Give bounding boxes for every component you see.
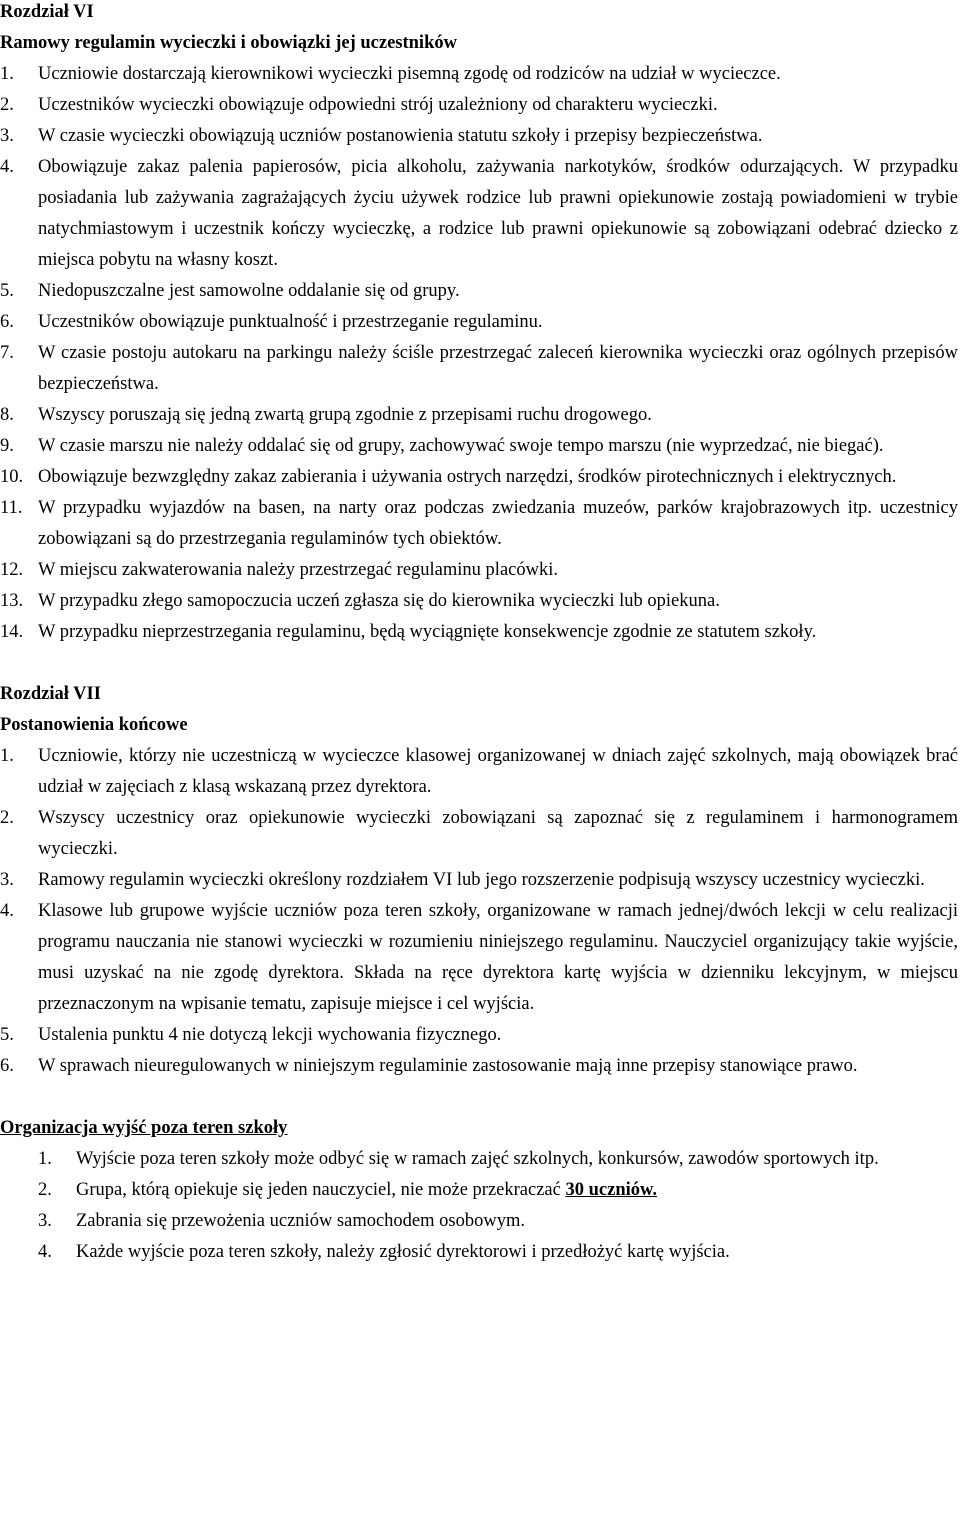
chapter-6-list — [0, 59, 958, 648]
list-item — [0, 865, 958, 896]
list-item — [0, 121, 958, 152]
list-item — [0, 1051, 958, 1082]
item-number: 12. — [0, 560, 24, 580]
list-item — [0, 59, 958, 90]
item-number: 6. — [0, 312, 14, 332]
item-text: W miejscu zakwaterowania należy przestrzegać regulaminu placówki. — [38, 560, 558, 580]
chapter-7-heading: Rozdział VII — [0, 684, 101, 704]
item-number: 13. — [0, 591, 24, 611]
item-text: Uczniowie, którzy nie uczestniczą w wycieczce klasowej organizowanej w dniach zajęć szkolnych, mają obowiązek brać udział w zajęciach z klasą wskazaną przez dyrektora. — [38, 746, 958, 797]
list-item — [0, 803, 958, 865]
item-text: Każde wyjście poza teren szkoły, należy zgłosić dyrektorowi i przedłożyć kartę wyjścia. — [76, 1242, 730, 1262]
item-number: 4. — [0, 901, 14, 921]
item-number: 5. — [0, 1025, 14, 1045]
item-number: 4. — [0, 157, 14, 177]
item-text: Wszyscy uczestnicy oraz opiekunowie wycieczki zobowiązani są zapoznać się z regulaminem i harmonogramem wycieczki. — [38, 808, 958, 859]
item-text: Obowiązuje bezwzględny zakaz zabierania i używania ostrych narzędzi, środków pirotechnicznych i elektrycznych. — [38, 467, 897, 487]
outings-heading: Organizacja wyjść poza teren szkoły — [0, 1118, 288, 1138]
item-text: Klasowe lub grupowe wyjście uczniów poza teren szkoły, organizowane w ramach jednej/dwóch lekcji w celu realizacji programu nauczania nie stanowi wycieczki w rozumieniu niniejszego regulaminu. Nauczyciel organizujący takie wyjście, musi uzyskać na nie zgodę dyrektora. Składa na ręce dyrektora kartę wyjścia w dzienniku lekcyjnym, w miejscu przeznaczonym na wpisanie tematu, zapisuje miejsce i cel wyjścia. — [38, 901, 958, 1014]
item-number: 3. — [38, 1211, 52, 1231]
list-item — [0, 152, 958, 276]
item-text: Wszyscy poruszają się jedną zwartą grupą zgodnie z przepisami ruchu drogowego. — [38, 405, 652, 425]
section-spacer — [0, 1082, 958, 1113]
item-number: 7. — [0, 343, 14, 363]
item-number: 11. — [0, 498, 23, 518]
item-text: W czasie marszu nie należy oddalać się od grupy, zachowywać swoje tempo marszu (nie wyprzedzać, nie biegać). — [38, 436, 884, 456]
item-number: 1. — [38, 1149, 52, 1169]
list-item — [0, 400, 958, 431]
list-item — [0, 741, 958, 803]
chapter-7-subheading: Postanowienia końcowe — [0, 715, 188, 735]
outings-list — [0, 1144, 958, 1268]
item-text: Wyjście poza teren szkoły może odbyć się w ramach zajęć szkolnych, konkursów, zawodów sportowych itp. — [76, 1149, 879, 1169]
item-text: W przypadku wyjazdów na basen, na narty oraz podczas zwiedzania muzeów, parków krajobrazowych itp. uczestnicy zobowiązani są do przestrzegania regulaminów tych obiektów. — [38, 498, 958, 549]
list-item — [0, 462, 958, 493]
list-item — [0, 896, 958, 1020]
item-text: W przypadku nieprzestrzegania regulaminu, będą wyciągnięte konsekwencje zgodnie ze statutem szkoły. — [38, 622, 817, 642]
item-text: Uczestników obowiązuje punktualność i przestrzeganie regulaminu. — [38, 312, 543, 332]
outings-section — [0, 1113, 958, 1268]
item-number: 3. — [0, 126, 14, 146]
item-number: 1. — [0, 64, 14, 84]
item-number: 5. — [0, 281, 14, 301]
list-item — [0, 90, 958, 121]
chapter-6-heading: Rozdział VI — [0, 2, 94, 22]
list-item — [0, 617, 958, 648]
chapter-7 — [0, 679, 958, 1082]
item-text: Zabrania się przewożenia uczniów samochodem osobowym. — [76, 1211, 525, 1231]
list-item — [0, 555, 958, 586]
item-number: 4. — [38, 1242, 52, 1262]
item-text: Uczniowie dostarczają kierownikowi wycieczki pisemną zgodę od rodziców na udział w wycieczce. — [38, 64, 781, 84]
list-item — [0, 1144, 958, 1175]
item-number: 14. — [0, 622, 24, 642]
item-text: W przypadku złego samopoczucia uczeń zgłasza się do kierownika wycieczki lub opiekuna. — [38, 591, 720, 611]
item-number: 2. — [0, 95, 14, 115]
chapter-6-subheading: Ramowy regulamin wycieczki i obowiązki jej uczestników — [0, 33, 457, 53]
student-limit: 30 uczniów. — [565, 1180, 657, 1200]
item-text: Niedopuszczalne jest samowolne oddalanie się od grupy. — [38, 281, 460, 301]
item-text: Uczestników wycieczki obowiązuje odpowiedni strój uzależniony od charakteru wycieczki. — [38, 95, 718, 115]
item-number: 10. — [0, 467, 24, 487]
chapter-7-list — [0, 741, 958, 1082]
item-text: W czasie wycieczki obowiązują uczniów postanowienia statutu szkoły i przepisy bezpieczeństwa. — [38, 126, 763, 146]
item-number: 1. — [0, 746, 14, 766]
list-item — [0, 1237, 958, 1268]
section-spacer — [0, 648, 958, 679]
item-text: Ustalenia punktu 4 nie dotyczą lekcji wychowania fizycznego. — [38, 1025, 502, 1045]
item-text: Ramowy regulamin wycieczki określony rozdziałem VI lub jego rozszerzenie podpisują wszyscy uczestnicy wycieczki. — [38, 870, 925, 890]
item-text: W czasie postoju autokaru na parkingu należy ściśle przestrzegać zaleceń kierownika wycieczki oraz ogólnych przepisów bezpieczeństwa. — [38, 343, 958, 394]
list-item — [0, 276, 958, 307]
list-item — [0, 586, 958, 617]
item-number: 2. — [38, 1180, 52, 1200]
list-item — [0, 431, 958, 462]
list-item — [0, 1020, 958, 1051]
item-text: Grupa, którą opiekuje się jeden nauczyciel, nie może przekraczać — [76, 1180, 566, 1200]
item-text: W sprawach nieuregulowanych w niniejszym regulaminie zastosowanie mają inne przepisy stanowiące prawo. — [38, 1056, 858, 1076]
list-item — [0, 1206, 958, 1237]
item-number: 3. — [0, 870, 14, 890]
list-item — [0, 338, 958, 400]
list-item — [0, 493, 958, 555]
list-item — [0, 307, 958, 338]
chapter-6 — [0, 0, 958, 648]
item-text: Obowiązuje zakaz palenia papierosów, picia alkoholu, zażywania narkotyków, środków odurzających. W przypadku posiadania lub zażywania zagrażających życiu używek rodzice lub prawni opiekunowie zostają powiadomieni w trybie natychmiastowym i uczestnik kończy wycieczkę, a rodzice lub prawni opiekunowie są zobowiązani odebrać dziecko z miejsca pobytu na własny koszt. — [38, 157, 958, 270]
item-number: 9. — [0, 436, 14, 456]
item-number: 8. — [0, 405, 14, 425]
item-number: 2. — [0, 808, 14, 828]
list-item — [0, 1175, 958, 1206]
item-number: 6. — [0, 1056, 14, 1076]
